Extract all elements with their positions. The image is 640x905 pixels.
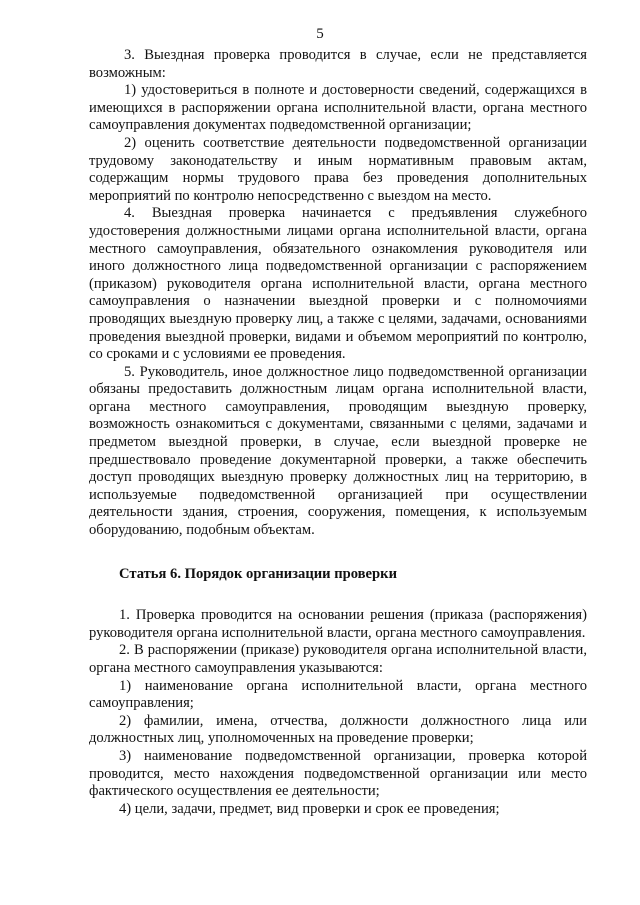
paragraph-5: 5. Руководитель, иное должностное лицо подведомственной организации обязаны предоставить должностным лицам органа исполнительной власти, органа местного самоуправления, проводящим выездную проверку, возможность ознакомиться с документами, связанными с целями, задачами и предметом выездной проверки, в случае, если выездной проверке не предшествовало проведение документарной проверки, а также обеспечить доступ проводящих выездную проверку должностных лиц на территорию, в используемые подведомственной организацией при осуществлении деятельности здания, строения, сооружения, помещения, к используемым оборудованию, подобным объектам. bbox=[89, 363, 587, 539]
paragraph-3-item-2: 2) оценить соответствие деятельности подведомственной организации трудовому законодательству и иным нормативным правовым актам, содержащим нормы трудового права без проведения дополнительных мероприятий по контролю непосредственно с выездом на место. bbox=[89, 134, 587, 204]
article-6-item-2: 2) фамилии, имена, отчества, должности должностного лица или должностных лиц, уполномоченных на проведение проверки; bbox=[89, 712, 587, 747]
section-heading: Статья 6. Порядок организации проверки bbox=[119, 565, 397, 582]
paragraph-3-intro: 3. Выездная проверка проводится в случае, если не представляется возможным: bbox=[89, 47, 587, 81]
article-6-item-3: 3) наименование подведомственной организации, проверка которой проводится, место нахождения подведомственной организации или место фактического осуществления ее деятельности; bbox=[89, 747, 587, 800]
article-6-paragraph-2: 2. В распоряжении (приказе) руководителя органа исполнительной власти, органа местного самоуправления указываются: bbox=[89, 642, 587, 676]
page-number: 5 bbox=[316, 26, 324, 42]
article-6-item-1: 1) наименование органа исполнительной власти, органа местного самоуправления; bbox=[89, 677, 587, 712]
paragraph-3-item-1: 1) удостовериться в полноте и достоверности сведений, содержащихся в имеющихся в распоряжении органа исполнительной власти, органа местного самоуправления документах подведомственной организации; bbox=[89, 82, 587, 134]
article-6-paragraph-1: 1. Проверка проводится на основании решения (приказа (распоряжения) руководителя органа исполнительной власти, органа местного самоуправления. bbox=[89, 607, 587, 641]
document-body bbox=[89, 47, 587, 818]
article-6-item-4: 4) цели, задачи, предмет, вид проверки и срок ее проведения; bbox=[119, 800, 500, 817]
paragraph-4: 4. Выездная проверка начинается с предъявления служебного удостоверения должностными лицами органа исполнительной власти, органа местного самоуправления, обязательного ознакомления руководителя или иного должностного лица подведомственной организации с распоряжением (приказом) руководителя органа исполнительной власти, органа местного самоуправления о назначении выездной проверки и с полномочиями проводящих выездную проверку лиц, а также с целями, задачами, основаниями проведения выездной проверки, видами и объемом мероприятий по контролю, со сроками и с условиями ее проведения. bbox=[89, 205, 587, 363]
